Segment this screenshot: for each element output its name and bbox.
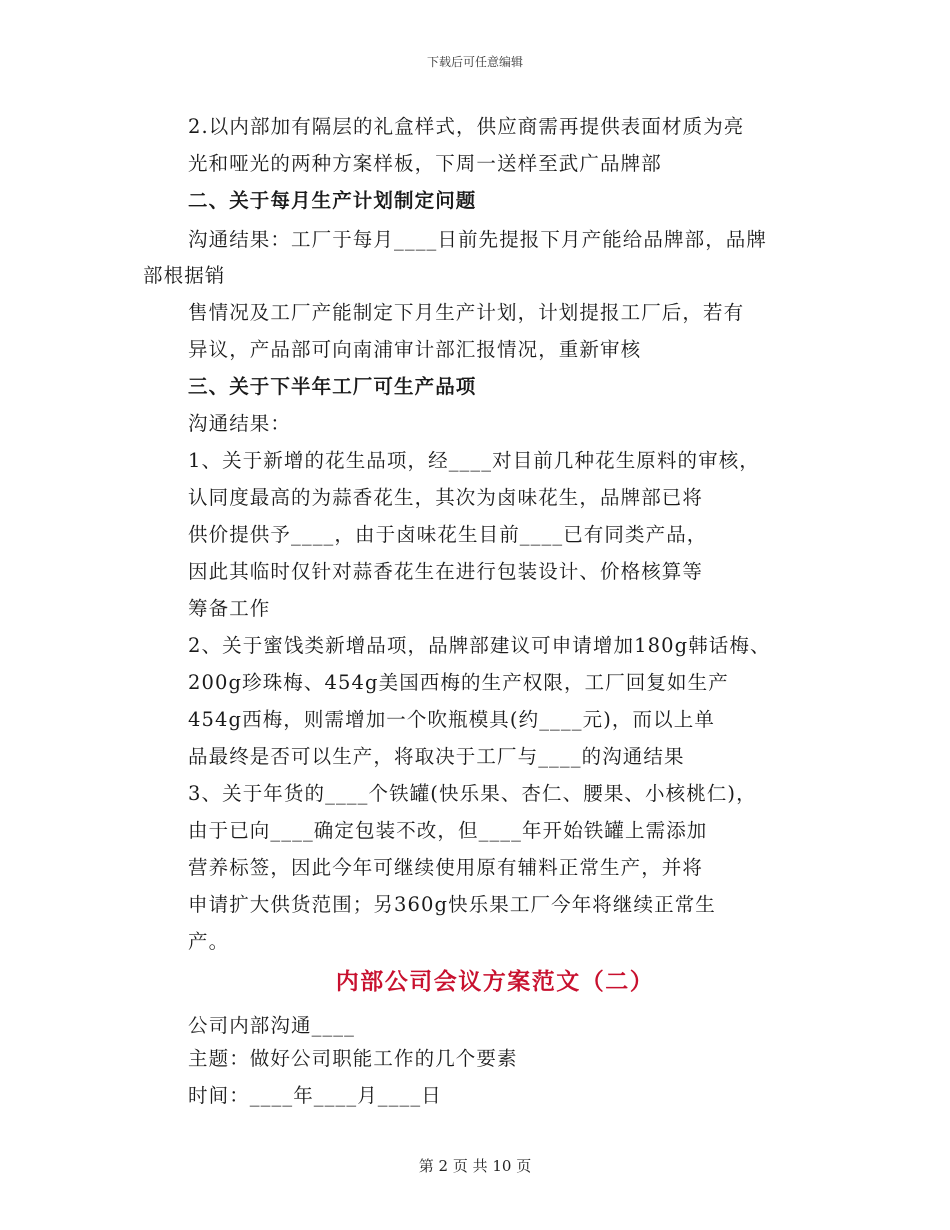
body-line: 1、关于新增的花生品项，经____对目前几种花生原料的审核， — [188, 449, 760, 472]
body-line: 2.以内部加有隔层的礼盒样式，供应商需再提供表面材质为亮 — [188, 115, 745, 138]
body-line: 品最终是否可以生产，将取决于工厂与____的沟通结果 — [188, 745, 685, 768]
body-line: 售情况及工厂产能制定下月生产计划，计划提报工厂后，若有 — [188, 301, 745, 324]
body-line: 3、关于年货的____个铁罐(快乐果、杏仁、腰果、小核桃仁)， — [188, 782, 757, 805]
body-line: 454g西梅，则需增加一个吹瓶模具(约____元)，而以上单 — [188, 708, 715, 731]
body-line: 公司内部沟通____ — [188, 1014, 355, 1037]
body-line: 由于已向____确定包装不改，但____年开始铁罐上需添加 — [188, 819, 708, 842]
header-note: 下载后可任意编辑 — [426, 55, 523, 69]
body-line: 主题：做好公司职能工作的几个要素 — [188, 1047, 518, 1070]
body-line: 光和哑光的两种方案样板，下周一送样至武广品牌部 — [188, 152, 662, 175]
body-line: 时间：____年____月____日 — [188, 1084, 442, 1107]
section-title: 内部公司会议方案范文（二） — [335, 968, 655, 995]
body-line: 沟通结果： — [188, 412, 292, 435]
body-line: 申请扩大供货范围；另360g快乐果工厂今年将继续正常生 — [188, 893, 716, 916]
section-heading-3: 三、关于下半年工厂可生产品项 — [188, 375, 477, 398]
page-footer: 第 2 页 共 10 页 — [418, 1157, 532, 1175]
body-line: 部根据销 — [143, 264, 226, 287]
body-line: 异议，产品部可向南浦审计部汇报情况，重新审核 — [188, 338, 642, 361]
body-line: 供价提供予____，由于卤味花生目前____已有同类产品， — [188, 523, 708, 546]
body-line: 2、关于蜜饯类新增品项，品牌部建议可申请增加180g韩话梅、 — [188, 634, 771, 657]
body-line: 200g珍珠梅、454g美国西梅的生产权限，工厂回复如生产 — [188, 671, 729, 694]
body-line: 产。 — [188, 930, 230, 953]
section-heading-2: 二、关于每月生产计划制定问题 — [188, 189, 477, 212]
body-line: 筹备工作 — [188, 597, 271, 620]
body-line: 沟通结果：工厂于每月____日前先提报下月产能给品牌部，品牌 — [188, 228, 768, 251]
body-line: 认同度最高的为蒜香花生，其次为卤味花生，品牌部已将 — [188, 486, 704, 509]
body-line: 营养标签，因此今年可继续使用原有辅料正常生产，并将 — [188, 856, 704, 879]
body-line: 因此其临时仅针对蒜香花生在进行包装设计、价格核算等 — [188, 560, 704, 583]
